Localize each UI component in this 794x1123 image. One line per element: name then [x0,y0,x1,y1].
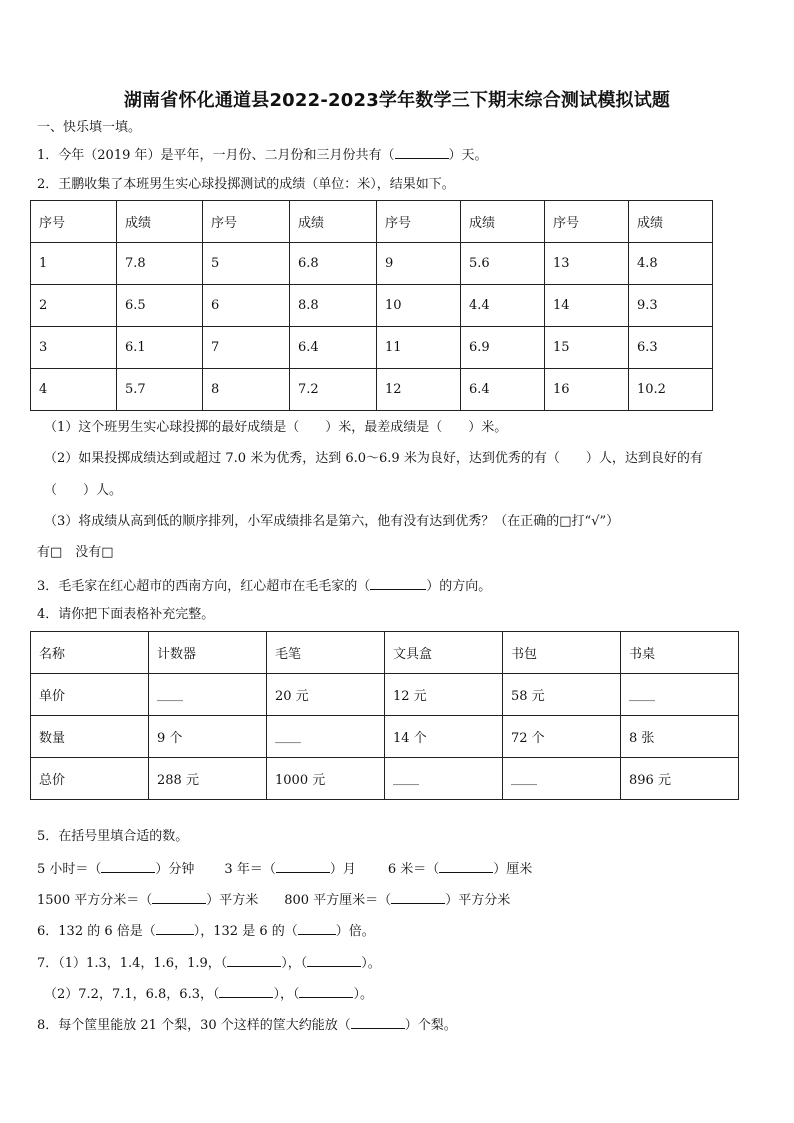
table-cell: 7.8 [117,243,203,285]
table-cell: 8 [203,369,290,411]
table-cell: 9 个 [149,716,267,758]
question-text: 7．（1）1.3，1.4，1.6，1.9，（ [37,956,228,971]
table-cell[interactable]: ____ [149,674,267,716]
table-cell: 6 [203,285,290,327]
question-2-sub-1: （1）这个班男生实心球投掷的最好成绩是（ ）米，最差成绩是（ ）米。 [44,420,508,435]
answer-blank[interactable] [351,1016,405,1029]
table-cell: 名称 [31,632,149,674]
table-cell: 11 [377,327,461,369]
table-cell: 3 [31,327,117,369]
table-header-row [31,201,713,243]
table-cell: 8 张 [621,716,739,758]
table-row [31,369,713,411]
question-text: ），132 是 6 的（ [193,924,298,939]
question-text: 5 小时＝（ [37,862,102,877]
question-3-text: 3．毛毛家在红心超市的西南方向，红心超市在毛毛家的（ [37,579,371,594]
question-text: ）分钟 [155,862,195,877]
table-cell: 总价 [31,758,149,800]
table-cell: 4.4 [461,285,545,327]
question-text: ）厘米 [493,862,533,877]
table-cell: 6.1 [117,327,203,369]
table-cell: 12 [377,369,461,411]
question-2-sub-2-cont: （ ）人。 [44,483,123,498]
table-cell: 9 [377,243,461,285]
table-cell: 7.2 [290,369,377,411]
answer-blank[interactable] [307,954,361,967]
table-cell: 书桌 [621,632,739,674]
question-text: ）倍。 [335,924,375,939]
table-cell: 288 元 [149,758,267,800]
question-8 [37,1016,457,1034]
table-header: 成绩 [629,201,713,243]
section-heading: 一、快乐填一填。 [37,120,142,135]
table-cell: 10.2 [629,369,713,411]
table-cell: 72 个 [503,716,621,758]
table-cell: 8.8 [290,285,377,327]
question-1-text: 1．今年（2019 年）是平年，一月份、二月份和三月份共有（ [37,148,395,163]
table-cell: 文具盒 [385,632,503,674]
table-cell[interactable]: ____ [385,758,503,800]
table-cell: 58 元 [503,674,621,716]
question-text: ），（ [281,956,308,971]
question-text: 6．132 的 6 倍是（ [37,924,156,939]
table-cell: 14 [545,285,629,327]
table-row [31,327,713,369]
table-cell: 15 [545,327,629,369]
answer-blank[interactable] [299,985,353,998]
question-7-line-2 [44,985,373,1003]
table-cell: 5.7 [117,369,203,411]
question-2-sub-2: （2）如果投掷成绩达到或超过 7.0 米为优秀，达到 6.0～6.9 米为良好，达到优秀的有（ ）人，达到良好的有 [44,451,703,466]
page-title: 湖南省怀化通道县2022-2023学年数学三下期末综合测试模拟试题 [123,90,671,111]
table-row [31,632,739,674]
question-text: 6 米＝（ [387,862,440,877]
table-cell: 9.3 [629,285,713,327]
question-text: ）平方分米 [445,893,511,908]
question-text: ），（ [273,987,300,1002]
table-cell: 4.8 [629,243,713,285]
table-cell: 6.9 [461,327,545,369]
table-header: 序号 [545,201,629,243]
table-header: 成绩 [461,201,545,243]
throw-scores-table [30,200,713,411]
table-cell: 6.5 [117,285,203,327]
table-cell: 2 [31,285,117,327]
answer-blank[interactable] [227,954,281,967]
question-text: （2）7.2，7.1，6.8，6.3，（ [44,987,220,1002]
table-cell: 12 元 [385,674,503,716]
table-cell: 1 [31,243,117,285]
answer-blank[interactable] [395,146,449,159]
question-5-intro: 5．在括号里填合适的数。 [37,829,189,844]
table-header: 成绩 [117,201,203,243]
question-3-text-end: ）的方向。 [426,579,492,594]
question-7-line-1 [37,954,381,972]
table-header: 序号 [203,201,290,243]
table-cell: 6.3 [629,327,713,369]
table-cell: 6.8 [290,243,377,285]
table-row [31,674,739,716]
answer-blank[interactable] [276,860,330,873]
answer-blank[interactable] [101,860,155,873]
table-cell: 10 [377,285,461,327]
table-cell: 数量 [31,716,149,758]
table-cell: 书包 [503,632,621,674]
question-1-text-end: ）天。 [448,148,488,163]
table-row [31,758,739,800]
question-text: ）。 [353,987,373,1002]
question-text: ）。 [361,956,381,971]
table-row [31,716,739,758]
table-cell: 5 [203,243,290,285]
table-cell: 1000 元 [267,758,385,800]
table-cell: 5.6 [461,243,545,285]
table-cell: 单价 [31,674,149,716]
table-cell: 7 [203,327,290,369]
table-cell: 6.4 [290,327,377,369]
table-cell: 896 元 [621,758,739,800]
answer-blank[interactable] [156,922,194,935]
table-cell: 毛笔 [267,632,385,674]
table-cell: 6.4 [461,369,545,411]
answer-blank[interactable] [152,891,206,904]
table-cell: 13 [545,243,629,285]
question-text: 3 年＝（ [224,862,276,877]
question-text: 800 平方厘米＝（ [284,893,392,908]
question-text: ）月 [329,862,356,877]
question-text: ）个梨。 [404,1018,457,1033]
question-5-line-2 [37,891,510,909]
table-row [31,243,713,285]
table-cell[interactable]: ____ [621,674,739,716]
question-2-intro: 2．王鹏收集了本班男生实心球投掷测试的成绩（单位：米），结果如下。 [37,177,455,192]
question-text: ）平方米 [206,893,259,908]
table-header: 序号 [31,201,117,243]
table-header: 成绩 [290,201,377,243]
table-cell: 20 元 [267,674,385,716]
question-text: 8．每个筐里能放 21 个梨，30 个这样的筐大约能放（ [37,1018,351,1033]
answer-blank[interactable] [439,860,493,873]
table-cell[interactable]: ____ [503,758,621,800]
question-5-line-1 [37,860,532,878]
price-table [30,631,739,800]
answer-blank[interactable] [391,891,445,904]
table-cell: 14 个 [385,716,503,758]
question-3 [37,577,491,595]
table-cell[interactable]: ____ [267,716,385,758]
table-header: 序号 [377,201,461,243]
question-text: 1500 平方分米＝（ [37,893,153,908]
answer-blank[interactable] [219,985,273,998]
table-cell: 计数器 [149,632,267,674]
question-2-sub-3: （3）将成绩从高到低的顺序排列，小军成绩排名是第六，他有没有达到优秀？（在正确的□打“√”） [44,514,620,529]
question-4-intro: 4．请你把下面表格补充完整。 [37,607,215,622]
table-cell: 16 [545,369,629,411]
question-6 [37,922,375,940]
table-cell: 4 [31,369,117,411]
question-2-checkbox-options[interactable]: 有□ 没有□ [37,545,114,560]
answer-blank[interactable] [370,577,426,590]
answer-blank[interactable] [298,922,336,935]
question-1 [37,146,488,164]
table-row [31,285,713,327]
